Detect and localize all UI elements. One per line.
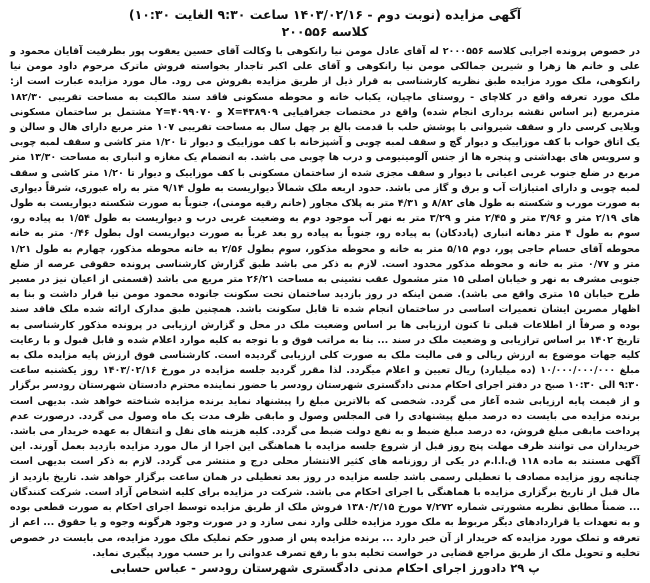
notice-body: در خصوص پرونده اجرایی کلاسه ۲۰۰۰۵۵۶ له آقای عادل مومن نیا رانکوهی با وکالت آقای حسین یعقوب پور بطرفیت آقایان محمود و علی و خانم ها زهرا و شیرین جمالکی مومن نیا رانکوهی و آقای علی اکبر تاجدار بخواسته فروش ماترک مرحوم داود مومن نیا رانکوهی، ملک مورد مزایده طبق نظریه کارشناسی به قرار ذیل از طریق مزایده بفروش می رود. مال مورد مزایده عبارت است از: ملک مورد تعرفه واقع در کلاچای - روستای ماچیان، یکباب خانه و محوطه مسکونی فاقد سند مالکیت به مساحت تقریبی ۱۸۲/۳۰ مترمربع (بر اساس نقشه برداری انجام شده) واقع در مختصات جغرافیایی X=۴۳۸۹۰۹ و Y=۴۰۹۹۰۷۰ مشتمل بر ساختمان مسکونی ویلایی کرسی دار و سقف شیروانی با پوشش حلب با قدمت بالغ بر چهل سال به مساحت تقریبی ۱۰۷ متر مربع دارای هال و سالن و یک اتاق خواب با کف موزاییک و دیوار گچ و سقف لمبه چوبی و آشپزخانه با کف موزاییک و دیوار تا ۱/۲۰ متر کاشی و سقف لمبه چوبی و سرویس های بهداشتی و پنجره ها از جنس آلومینیومی و درب ها چوبی می باشد. به انضمام یک مغازه و انباری به مساحت ۱۳/۳۰ متر مربع در ضلع جنوب غربی اعیانی با دیوار و سقف مجزی شده از ساختمان مسکونی با کف موزاییک و دیوار تا ۱/۲۰ متر کاشی و سقف لمبه چوبی و دارای امتیازات آب و برق و گاز می باشد. حدود اربعه ملک شمالاً دیواریست به طول ۹/۱۴ متر به راه عبوری، شرقاً دیواری به صورت مورب و شکسته به طول های ۸/۸۲ و ۴/۳۱ متر به پلاک مجاور (خانم رقیه مومنی)، جنوباً به صورت شکسته دیواریست به طول های ۲/۱۹ متر و ۳/۹۶ متر و ۲/۴۵ متر و ۳/۲۹ متر به نهر آب موجود دوم به وضعیت غربی درب و دیواریست به طول ۱/۵۴ به پیاده رو، سوم به طول ۴ متر دهانه انباری (پاددکان) به پیاده رو، جنوباً به پیاده رو بعد غرباً به صورت دیواریست اول بطول ۰/۴۶ متر به خانه محوطه آقای حسام حاجی پور، دوم ۵/۱۵ متر به خانه و محوطه مذکور، سوم بطول ۲/۵۶ به خانه محوطه مذکور، چهارم به طول ۱/۲۱ متر و ۰/۷۷ متر به خانه و محوطه مذکور محدود است. لازم به ذکر می باشد طبق گزارش کارشناسی پرونده حقوقی عرصه از ضلع جنوبی مشرف به نهر و خیابان اصلی ۱۵ متر مشمول عقب نشینی به مساحت ۲۶/۲۱ متر مربع می باشد (قسمتی از اعیان نیز در مسیر طرح خیابان ۱۵ متری واقع می باشد). ضمن اینکه در روز بازدید ساختمان تحت سکونت جانوده محمود مومن نیا قرار داشت و بنا به اظهار مصرین ایشان تعمیرات اساسی در ساختمان انجام شده تا قابل سکونت باشد. همچنین طبق مدارک ارائه شده ملک فاقد سند بوده و صرفاً از اطلاعات قبلی تا کنون ارزیابی ها بر اساس وضعیت ملک در محل و گزارش ارزیابی در پرونده مذکور کارشناسی به تاریخ ۱۴۰۲ بر اساس ترازیابی و وضعیت ملک در سند ... بنا به مراتب فوق و با توجه به کلیه موارد اعلام شده و قابل قبول و با رعایت کلیه جهات موضوع به ارزش ریالی و فی مالیت ملک به صورت کلی ارزیابی گردیده است. کارشناسی فوق ارزش پایه مزایده ملک به مبلغ ۱۰/۰۰۰/۰۰۰/۰۰۰ (ده میلیارد) ریال تعیین و اعلام میگردد. لذا مقرر گردید جلسه مزایده در مورخ ۱۴۰۳/۰۲/۱۶ روز یکشنبه ساعت ۹:۳۰ الی ۱۰:۳۰ صبح در دفتر اجرای احکام مدنی دادگستری شهرستان رودسر با حضور نماینده محترم دادستان شهرستان رودسر برگزار و از قیمت پایه ارزیابی شده آغاز می گردد. شخصی که بالاترین مبلغ را پیشنهاد نماید برنده مزایده شناخته خواهد شد. بدیهی است برنده مزایده می بایست ده درصد مبلغ پیشنهادی را فی المجلس وصول و مابقی ظرف مدت یک ماه وصول می گردد. درصورت عدم پرداخت مابقی مبلغ فروش، ده درصد مبلغ ضبط و به نفع دولت ضبط می گردد. کلیه هزینه های نقل و انتقال به عهده خریدار می باشد. خریداران می توانند ظرف مهلت پنج روز قبل از شروع جلسه مزایده با هماهنگی این اجرا از مال مورد مزایده بازدید بعمل آورند. این آگهی مستند به ماده ۱۱۸ ق.ا.ا.م در یکی از روزنامه های کثیر الانتشار محلی درج و منتشر می گردد. لازم به ذکر است بدیهی است چنانچه روز مزایده مصادف با تعطیلی رسمی باشد جلسه مزایده در روز بعد تعطیلی در همان ساعت برگزار خواهد شد. تاریخ بازدید از مال قبل از تاریخ برگزاری مزایده با هماهنگی با اجرای احکام می باشد. شرکت در مزایده برای کلیه اشخاص آزاد است. شرکت کنندگان ... ضمناً مطابق نظریه مشورتی شماره ۷/۲۷۲ مورخ ۱۳۸۰/۲/۱۵ فروش ملک از طریق مزایده توسط اجرای احکام به صورت قطعی بوده و به تعهدات یا قراردادهای دیگر مربوط به ملک مورد مزایده خللی وارد نمی سازد و در صورت وجود هرگونه وجوه و یا حقوق ... اعم از تعرفه و تملک مورد مزایده که خریدار از آن خبر دارد ... برنده مزایده پس از صدور حکم تملیک ملک مورد مزایده، می بایست در خصوص تخلیه و تحویل ملک از طریق مراجع قضایی در خواست تخلیه بدو با رفع تصرف عدوانی را بر حسب مورد پیگیری نماید. — [10, 46, 641, 559]
notice-title: آگهی مزایده (نوبت دوم - ۱۴۰۳/۰۲/۱۶ ساعت ۹:۳۰ الغایت ۱۰:۳۰) — [128, 7, 522, 22]
notice-header — [10, 6, 640, 40]
notice-signature: پ ۲۹ دادورز اجرای احکام مدنی دادگستری شهرستان رودسر - عباس حسابی — [110, 561, 540, 575]
notice-case-number: کلاسه ۲۰۰۵۵۶ — [281, 24, 369, 39]
